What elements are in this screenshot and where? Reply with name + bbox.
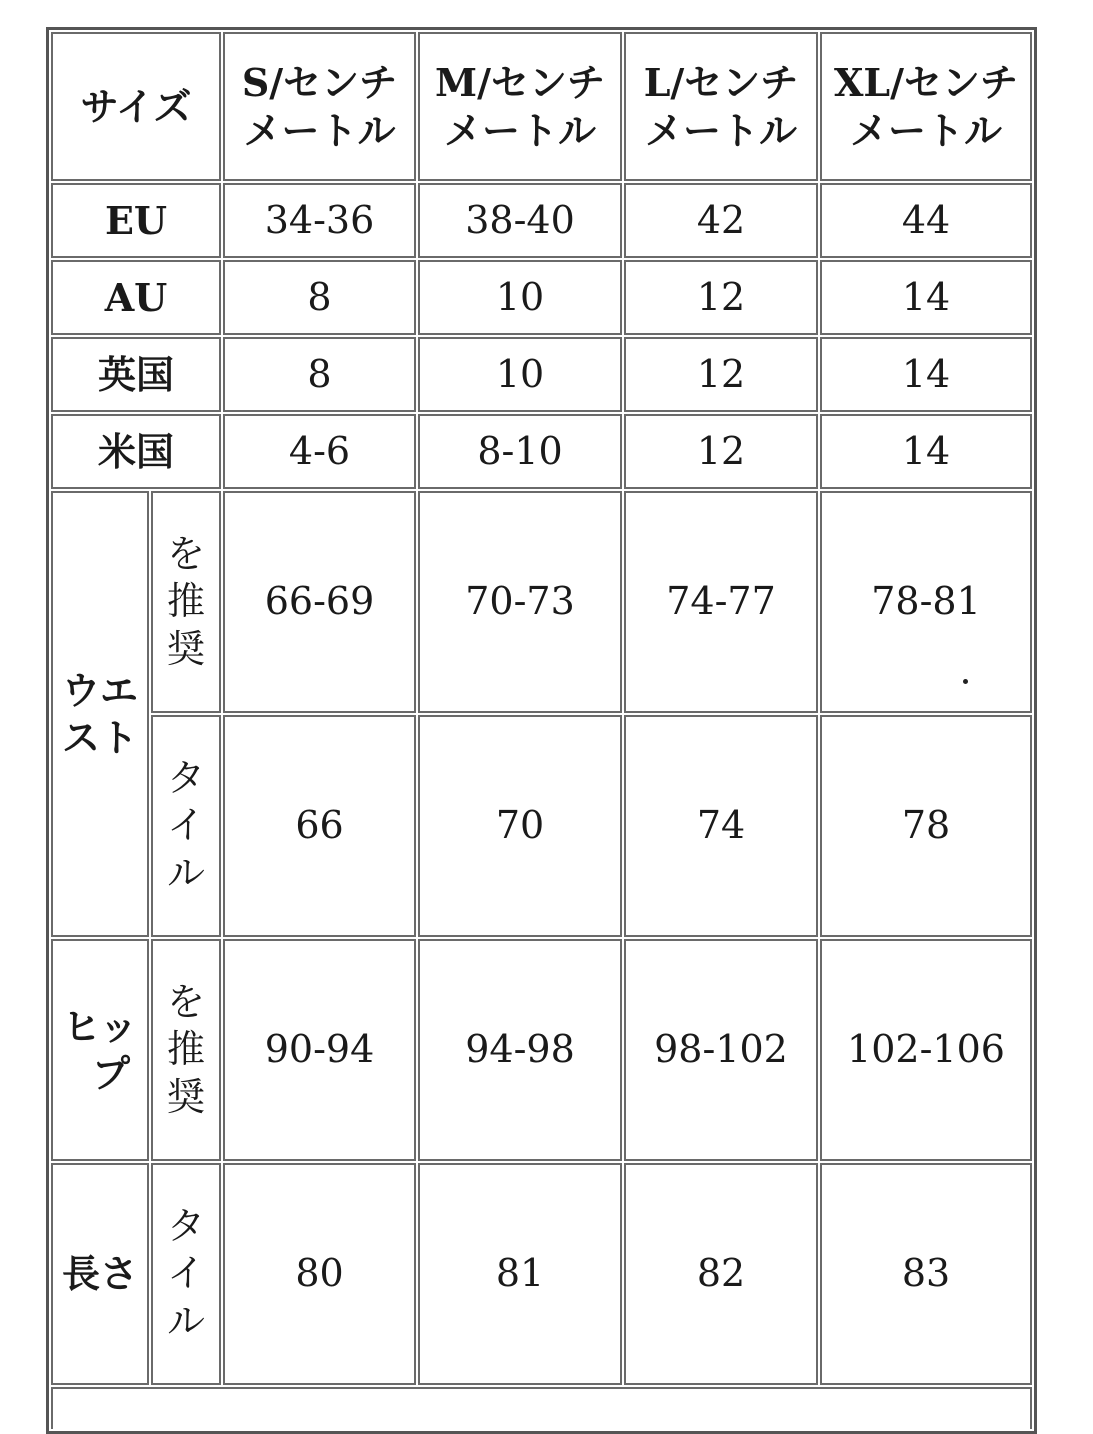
column-header-s-line1: S/センチ	[241, 60, 398, 105]
table-cell: 80	[223, 1163, 416, 1385]
sublabel-hip-recommended	[151, 939, 221, 1161]
column-header-xl-line2: メートル	[849, 107, 1002, 153]
row-label-hip	[51, 939, 149, 1161]
table-row-cutoff	[51, 1387, 1032, 1429]
table-cell: 34-36	[223, 183, 416, 258]
table-cell: 10	[418, 337, 622, 412]
table-cell: 12	[624, 414, 818, 489]
table-cell: 74-77	[624, 491, 818, 713]
table-cell: 14	[820, 337, 1032, 412]
column-header-xl-line1: XL/センチ	[833, 60, 1019, 105]
sublabel-char: 推	[166, 579, 205, 624]
sublabel-char: タ	[166, 755, 205, 800]
table-cell: 70	[418, 715, 622, 937]
table-cell: 94-98	[418, 939, 622, 1161]
row-label-hip-line2: プ	[91, 1051, 130, 1096]
stray-dot-mark	[963, 679, 968, 684]
table-cell: 4-6	[223, 414, 416, 489]
table-row-length-style	[51, 1163, 1032, 1385]
table-cell: 8-10	[418, 414, 622, 489]
sublabel-char: 奨	[166, 626, 205, 671]
column-header-m	[418, 32, 622, 181]
column-header-s	[223, 32, 416, 181]
sublabel-char: を	[166, 531, 205, 576]
table-cell: 83	[820, 1163, 1032, 1385]
table-cell-empty	[51, 1387, 1032, 1429]
table-cell: 82	[624, 1163, 818, 1385]
size-chart-table	[46, 27, 1037, 1434]
row-label-uk: 英国	[51, 337, 221, 412]
table-cell: 12	[624, 260, 818, 335]
table-cell: 42	[624, 183, 818, 258]
row-label-eu: EU	[51, 183, 221, 258]
table-row-waist-recommended	[51, 491, 1032, 713]
table-cell: 102-106	[820, 939, 1032, 1161]
table-row-hip-recommended	[51, 939, 1032, 1161]
table-row-uk	[51, 337, 1032, 412]
row-label-length: 長さ	[51, 1163, 149, 1385]
table-cell: 38-40	[418, 183, 622, 258]
sublabel-char: を	[166, 979, 205, 1024]
table-cell: 70-73	[418, 491, 622, 713]
table-cell: 90-94	[223, 939, 416, 1161]
table-row-waist-style	[51, 715, 1032, 937]
sublabel-char: イ	[166, 1251, 205, 1296]
table-cell: 10	[418, 260, 622, 335]
sublabel-char: ル	[166, 1298, 205, 1343]
column-header-m-line2: メートル	[443, 107, 596, 153]
table-cell: 14	[820, 414, 1032, 489]
column-header-s-line2: メートル	[243, 107, 396, 153]
column-header-xl	[820, 32, 1032, 181]
size-header-cell	[51, 32, 221, 181]
sublabel-length-style	[151, 1163, 221, 1385]
sublabel-char: タ	[166, 1203, 205, 1248]
table-row-us	[51, 414, 1032, 489]
table-cell: 98-102	[624, 939, 818, 1161]
header-row	[51, 32, 1032, 181]
table-cell: 66	[223, 715, 416, 937]
table-cell: 74	[624, 715, 818, 937]
row-label-us: 米国	[51, 414, 221, 489]
table-cell: 8	[223, 337, 416, 412]
table-row-eu	[51, 183, 1032, 258]
size-header-label: サイズ	[80, 83, 192, 129]
sublabel-char: ル	[166, 850, 205, 895]
column-header-l-line2: メートル	[644, 107, 797, 153]
table-cell: 14	[820, 260, 1032, 335]
table-cell: 44	[820, 183, 1032, 258]
table-cell: 78	[820, 715, 1032, 937]
sublabel-waist-style	[151, 715, 221, 937]
row-label-waist-line2: スト	[61, 715, 138, 760]
sublabel-char: イ	[166, 803, 205, 848]
table-row-au	[51, 260, 1032, 335]
column-header-l	[624, 32, 818, 181]
row-label-waist-line1: ウエ	[61, 667, 138, 713]
table-cell: 78-81	[820, 491, 1032, 713]
column-header-m-line1: M/センチ	[435, 60, 605, 105]
row-label-au: AU	[51, 260, 221, 335]
sublabel-char: 奨	[166, 1074, 205, 1119]
sublabel-char: 推	[166, 1027, 205, 1072]
row-label-waist	[51, 491, 149, 937]
column-header-l-line1: L/センチ	[643, 60, 799, 105]
row-label-hip-line1: ヒッ	[62, 1003, 138, 1049]
table-cell: 12	[624, 337, 818, 412]
sublabel-waist-recommended	[151, 491, 221, 713]
table-cell: 81	[418, 1163, 622, 1385]
table-cell: 66-69	[223, 491, 416, 713]
table-cell: 8	[223, 260, 416, 335]
